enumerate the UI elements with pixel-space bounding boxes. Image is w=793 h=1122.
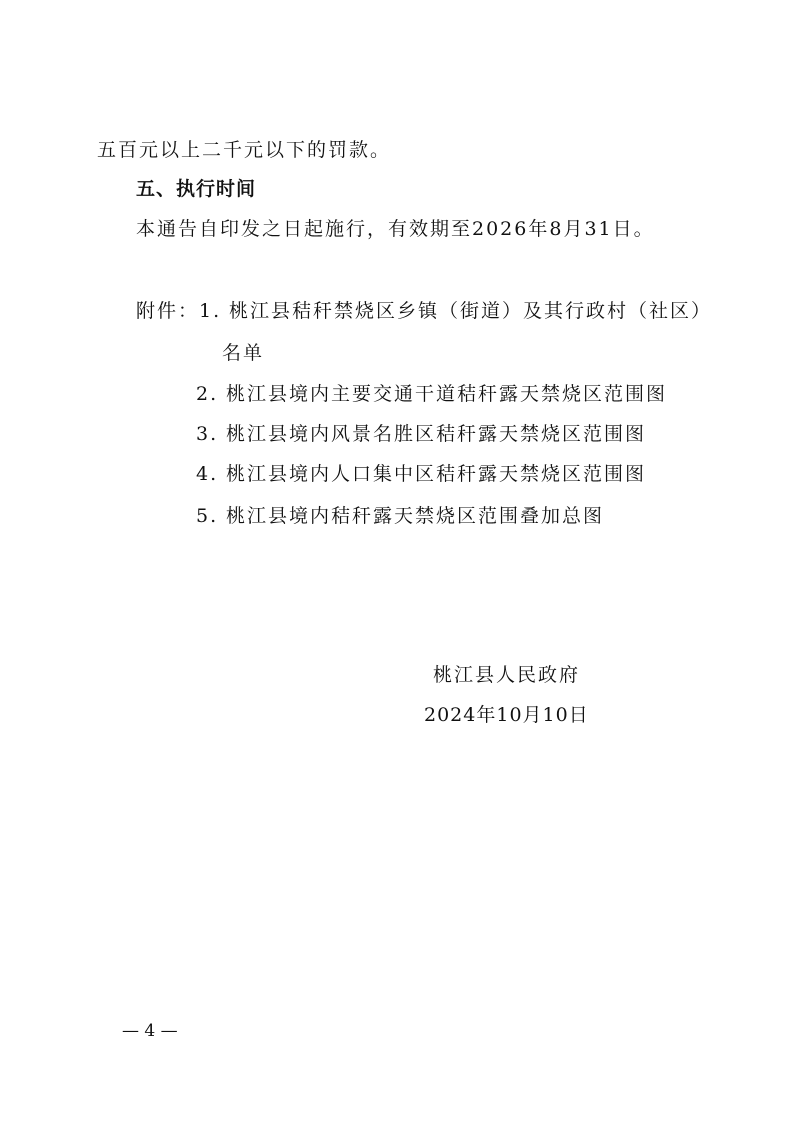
attachment-title: 桃江县秸秆禁烧区乡镇（街道）及其行政村（社区） [229, 300, 713, 322]
attachment-title-continuation: 名单 [222, 342, 265, 364]
attachment-item-5 [196, 503, 604, 529]
section-heading: 五、执行时间 [136, 178, 257, 200]
attachment-item-3 [196, 421, 646, 447]
attachment-number: 1. [199, 300, 222, 322]
attachment-number: 4. [196, 463, 219, 485]
issue-date: 2024年10月10日 [424, 704, 589, 726]
attachment-item-2 [196, 381, 667, 407]
page-number: — 4 — [122, 1021, 178, 1041]
attachments-label: 附件： [136, 300, 200, 322]
issuer-name: 桃江县人民政府 [433, 664, 581, 686]
attachment-number: 2. [196, 383, 219, 405]
body-continuation: 五百元以上二千元以下的罚款。 [97, 139, 392, 161]
attachment-title: 桃江县境内主要交通干道秸秆露天禁烧区范围图 [226, 383, 668, 405]
attachment-title: 桃江县境内风景名胜区秸秆露天禁烧区范围图 [226, 423, 647, 445]
attachment-title: 桃江县境内人口集中区秸秆露天禁烧区范围图 [226, 463, 647, 485]
attachment-title: 桃江县境内秸秆露天禁烧区范围叠加总图 [226, 505, 605, 527]
effective-date-paragraph: 本通告自印发之日起施行，有效期至2026年8月31日。 [136, 218, 655, 240]
attachment-item-1 [136, 298, 712, 324]
attachment-number: 3. [196, 423, 219, 445]
attachment-item-4 [196, 461, 646, 487]
attachment-number: 5. [196, 505, 219, 527]
